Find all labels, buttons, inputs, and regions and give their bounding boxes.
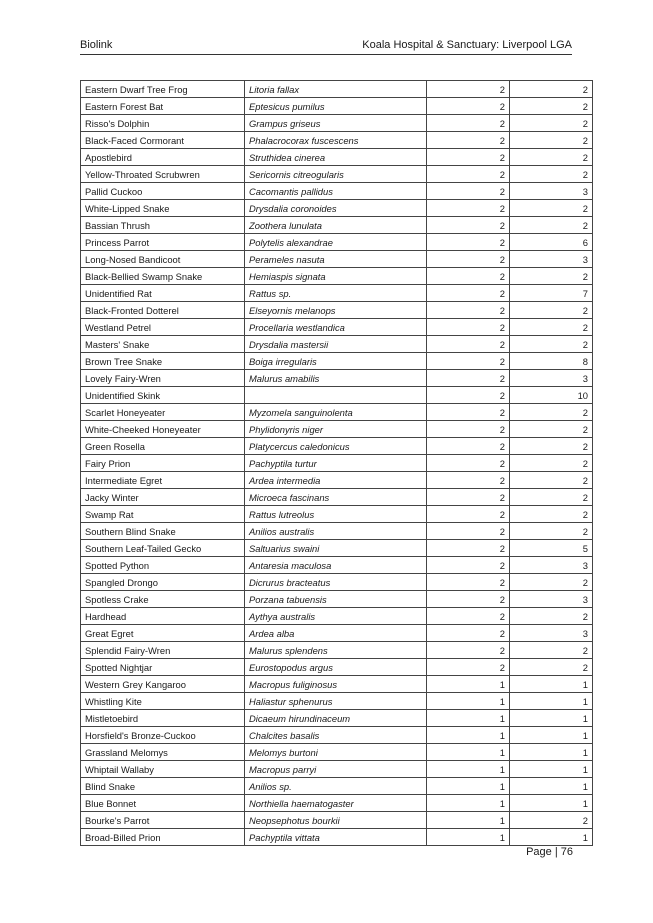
- count-cell: 2: [427, 302, 510, 319]
- table-row: [81, 268, 593, 285]
- total-cell: 7: [510, 285, 593, 302]
- count-cell: 2: [427, 149, 510, 166]
- table-row: [81, 319, 593, 336]
- table-row: [81, 115, 593, 132]
- count-cell: 2: [427, 166, 510, 183]
- scientific-name-cell: Boiga irregularis: [245, 353, 427, 370]
- table-row: [81, 285, 593, 302]
- count-cell: 2: [427, 540, 510, 557]
- count-cell: 2: [427, 523, 510, 540]
- total-cell: 2: [510, 523, 593, 540]
- total-cell: 2: [510, 132, 593, 149]
- total-cell: 2: [510, 506, 593, 523]
- count-cell: 2: [427, 574, 510, 591]
- table-row: [81, 693, 593, 710]
- table-row: [81, 625, 593, 642]
- common-name-cell: Yellow-Throated Scrubwren: [81, 166, 245, 183]
- table-row: [81, 404, 593, 421]
- scientific-name-cell: Microeca fascinans: [245, 489, 427, 506]
- scientific-name-cell: Dicrurus bracteatus: [245, 574, 427, 591]
- species-table-body: [81, 81, 593, 846]
- count-cell: 1: [427, 727, 510, 744]
- scientific-name-cell: Litoria fallax: [245, 81, 427, 98]
- table-row: [81, 540, 593, 557]
- scientific-name-cell: Pachyptila turtur: [245, 455, 427, 472]
- common-name-cell: Horsfield's Bronze-Cuckoo: [81, 727, 245, 744]
- total-cell: 1: [510, 829, 593, 846]
- scientific-name-cell: Malurus amabilis: [245, 370, 427, 387]
- count-cell: 2: [427, 132, 510, 149]
- count-cell: 2: [427, 370, 510, 387]
- count-cell: 2: [427, 421, 510, 438]
- count-cell: 2: [427, 251, 510, 268]
- common-name-cell: Blind Snake: [81, 778, 245, 795]
- total-cell: 10: [510, 387, 593, 404]
- scientific-name-cell: Aythya australis: [245, 608, 427, 625]
- count-cell: 2: [427, 217, 510, 234]
- total-cell: 3: [510, 251, 593, 268]
- table-row: [81, 761, 593, 778]
- total-cell: 1: [510, 761, 593, 778]
- count-cell: 2: [427, 268, 510, 285]
- count-cell: 2: [427, 591, 510, 608]
- common-name-cell: Mistletoebird: [81, 710, 245, 727]
- common-name-cell: Eastern Forest Bat: [81, 98, 245, 115]
- scientific-name-cell: Perameles nasuta: [245, 251, 427, 268]
- common-name-cell: Intermediate Egret: [81, 472, 245, 489]
- scientific-name-cell: Malurus splendens: [245, 642, 427, 659]
- common-name-cell: Westland Petrel: [81, 319, 245, 336]
- total-cell: 2: [510, 166, 593, 183]
- common-name-cell: Unidentified Skink: [81, 387, 245, 404]
- total-cell: 2: [510, 659, 593, 676]
- common-name-cell: Eastern Dwarf Tree Frog: [81, 81, 245, 98]
- table-row: [81, 778, 593, 795]
- common-name-cell: Swamp Rat: [81, 506, 245, 523]
- table-row: [81, 608, 593, 625]
- total-cell: 2: [510, 812, 593, 829]
- table-row: [81, 591, 593, 608]
- common-name-cell: Long-Nosed Bandicoot: [81, 251, 245, 268]
- table-row: [81, 149, 593, 166]
- count-cell: 1: [427, 744, 510, 761]
- total-cell: 5: [510, 540, 593, 557]
- scientific-name-cell: Dicaeum hirundinaceum: [245, 710, 427, 727]
- table-row: [81, 217, 593, 234]
- count-cell: 1: [427, 829, 510, 846]
- scientific-name-cell: Ardea alba: [245, 625, 427, 642]
- count-cell: 2: [427, 557, 510, 574]
- common-name-cell: Blue Bonnet: [81, 795, 245, 812]
- total-cell: 2: [510, 642, 593, 659]
- common-name-cell: Green Rosella: [81, 438, 245, 455]
- total-cell: 1: [510, 744, 593, 761]
- common-name-cell: Unidentified Rat: [81, 285, 245, 302]
- table-row: [81, 710, 593, 727]
- total-cell: 2: [510, 149, 593, 166]
- common-name-cell: Brown Tree Snake: [81, 353, 245, 370]
- table-row: [81, 132, 593, 149]
- common-name-cell: Grassland Melomys: [81, 744, 245, 761]
- common-name-cell: Scarlet Honeyeater: [81, 404, 245, 421]
- count-cell: 2: [427, 642, 510, 659]
- count-cell: 1: [427, 812, 510, 829]
- scientific-name-cell: Drysdalia coronoides: [245, 200, 427, 217]
- common-name-cell: Whiptail Wallaby: [81, 761, 245, 778]
- common-name-cell: Black-Fronted Dotterel: [81, 302, 245, 319]
- scientific-name-cell: Grampus griseus: [245, 115, 427, 132]
- count-cell: 1: [427, 778, 510, 795]
- total-cell: 1: [510, 727, 593, 744]
- common-name-cell: Pallid Cuckoo: [81, 183, 245, 200]
- common-name-cell: Lovely Fairy-Wren: [81, 370, 245, 387]
- species-table: [80, 80, 593, 846]
- scientific-name-cell: Eurostopodus argus: [245, 659, 427, 676]
- count-cell: 2: [427, 200, 510, 217]
- total-cell: 1: [510, 693, 593, 710]
- total-cell: 1: [510, 676, 593, 693]
- count-cell: 2: [427, 353, 510, 370]
- table-row: [81, 438, 593, 455]
- scientific-name-cell: Procellaria westlandica: [245, 319, 427, 336]
- total-cell: 8: [510, 353, 593, 370]
- table-row: [81, 642, 593, 659]
- count-cell: 2: [427, 608, 510, 625]
- header-org-name: Biolink: [80, 39, 113, 51]
- scientific-name-cell: Platycercus caledonicus: [245, 438, 427, 455]
- total-cell: 3: [510, 183, 593, 200]
- common-name-cell: Great Egret: [81, 625, 245, 642]
- table-row: [81, 336, 593, 353]
- common-name-cell: Spotted Python: [81, 557, 245, 574]
- total-cell: 2: [510, 608, 593, 625]
- common-name-cell: Risso's Dolphin: [81, 115, 245, 132]
- count-cell: 1: [427, 761, 510, 778]
- total-cell: 1: [510, 778, 593, 795]
- scientific-name-cell: Zoothera lunulata: [245, 217, 427, 234]
- table-row: [81, 472, 593, 489]
- table-row: [81, 200, 593, 217]
- common-name-cell: Spotless Crake: [81, 591, 245, 608]
- count-cell: 2: [427, 455, 510, 472]
- scientific-name-cell: Saltuarius swaini: [245, 540, 427, 557]
- table-row: [81, 744, 593, 761]
- table-row: [81, 523, 593, 540]
- count-cell: 2: [427, 404, 510, 421]
- common-name-cell: Apostlebird: [81, 149, 245, 166]
- scientific-name-cell: Anilios australis: [245, 523, 427, 540]
- common-name-cell: Bourke's Parrot: [81, 812, 245, 829]
- table-row: [81, 234, 593, 251]
- total-cell: 2: [510, 268, 593, 285]
- table-row: [81, 812, 593, 829]
- count-cell: 2: [427, 625, 510, 642]
- scientific-name-cell: Polytelis alexandrae: [245, 234, 427, 251]
- total-cell: 2: [510, 115, 593, 132]
- count-cell: 2: [427, 336, 510, 353]
- total-cell: 2: [510, 472, 593, 489]
- table-row: [81, 421, 593, 438]
- table-row: [81, 676, 593, 693]
- count-cell: 1: [427, 676, 510, 693]
- total-cell: 2: [510, 81, 593, 98]
- scientific-name-cell: Eptesicus pumilus: [245, 98, 427, 115]
- common-name-cell: Broad-Billed Prion: [81, 829, 245, 846]
- scientific-name-cell: Phylidonyris niger: [245, 421, 427, 438]
- page-header: [80, 38, 572, 55]
- count-cell: 2: [427, 234, 510, 251]
- common-name-cell: Black-Bellied Swamp Snake: [81, 268, 245, 285]
- table-row: [81, 302, 593, 319]
- table-row: [81, 387, 593, 404]
- total-cell: 2: [510, 217, 593, 234]
- scientific-name-cell: Ardea intermedia: [245, 472, 427, 489]
- scientific-name-cell: Northiella haematogaster: [245, 795, 427, 812]
- common-name-cell: Princess Parrot: [81, 234, 245, 251]
- scientific-name-cell: Cacomantis pallidus: [245, 183, 427, 200]
- scientific-name-cell: Anilios sp.: [245, 778, 427, 795]
- common-name-cell: Hardhead: [81, 608, 245, 625]
- common-name-cell: Jacky Winter: [81, 489, 245, 506]
- scientific-name-cell: Rattus lutreolus: [245, 506, 427, 523]
- count-cell: 2: [427, 438, 510, 455]
- total-cell: 3: [510, 625, 593, 642]
- scientific-name-cell: Rattus sp.: [245, 285, 427, 302]
- scientific-name-cell: Macropus fuliginosus: [245, 676, 427, 693]
- table-row: [81, 183, 593, 200]
- scientific-name-cell: Macropus parryi: [245, 761, 427, 778]
- total-cell: 1: [510, 710, 593, 727]
- total-cell: 3: [510, 370, 593, 387]
- table-row: [81, 727, 593, 744]
- table-row: [81, 98, 593, 115]
- common-name-cell: Splendid Fairy-Wren: [81, 642, 245, 659]
- table-row: [81, 455, 593, 472]
- scientific-name-cell: Antaresia maculosa: [245, 557, 427, 574]
- count-cell: 2: [427, 489, 510, 506]
- scientific-name-cell: Neopsephotus bourkii: [245, 812, 427, 829]
- total-cell: 2: [510, 404, 593, 421]
- total-cell: 2: [510, 319, 593, 336]
- total-cell: 2: [510, 336, 593, 353]
- scientific-name-cell: Sericornis citreogularis: [245, 166, 427, 183]
- count-cell: 2: [427, 98, 510, 115]
- common-name-cell: Whistling Kite: [81, 693, 245, 710]
- scientific-name-cell: Elseyornis melanops: [245, 302, 427, 319]
- count-cell: 2: [427, 319, 510, 336]
- common-name-cell: Southern Blind Snake: [81, 523, 245, 540]
- scientific-name-cell: [245, 387, 427, 404]
- table-row: [81, 370, 593, 387]
- total-cell: 6: [510, 234, 593, 251]
- count-cell: 1: [427, 693, 510, 710]
- scientific-name-cell: Hemiaspis signata: [245, 268, 427, 285]
- count-cell: 2: [427, 506, 510, 523]
- total-cell: 2: [510, 489, 593, 506]
- count-cell: 2: [427, 183, 510, 200]
- scientific-name-cell: Haliastur sphenurus: [245, 693, 427, 710]
- count-cell: 2: [427, 115, 510, 132]
- common-name-cell: Bassian Thrush: [81, 217, 245, 234]
- scientific-name-cell: Phalacrocorax fuscescens: [245, 132, 427, 149]
- table-row: [81, 81, 593, 98]
- page-number: Page | 76: [526, 846, 573, 858]
- common-name-cell: Western Grey Kangaroo: [81, 676, 245, 693]
- scientific-name-cell: Pachyptila vittata: [245, 829, 427, 846]
- total-cell: 2: [510, 421, 593, 438]
- table-row: [81, 489, 593, 506]
- table-row: [81, 574, 593, 591]
- table-row: [81, 353, 593, 370]
- count-cell: 2: [427, 472, 510, 489]
- total-cell: 3: [510, 557, 593, 574]
- common-name-cell: Spotted Nightjar: [81, 659, 245, 676]
- scientific-name-cell: Struthidea cinerea: [245, 149, 427, 166]
- table-row: [81, 557, 593, 574]
- table-row: [81, 795, 593, 812]
- count-cell: 2: [427, 387, 510, 404]
- common-name-cell: Fairy Prion: [81, 455, 245, 472]
- total-cell: 2: [510, 98, 593, 115]
- scientific-name-cell: Porzana tabuensis: [245, 591, 427, 608]
- table-row: [81, 251, 593, 268]
- total-cell: 2: [510, 302, 593, 319]
- header-report-title: Koala Hospital & Sanctuary: Liverpool LGA: [362, 39, 572, 51]
- common-name-cell: Masters' Snake: [81, 336, 245, 353]
- total-cell: 2: [510, 455, 593, 472]
- common-name-cell: White-Lipped Snake: [81, 200, 245, 217]
- total-cell: 2: [510, 438, 593, 455]
- common-name-cell: Black-Faced Cormorant: [81, 132, 245, 149]
- table-row: [81, 659, 593, 676]
- common-name-cell: Spangled Drongo: [81, 574, 245, 591]
- table-row: [81, 506, 593, 523]
- total-cell: 2: [510, 574, 593, 591]
- total-cell: 2: [510, 200, 593, 217]
- common-name-cell: Southern Leaf-Tailed Gecko: [81, 540, 245, 557]
- count-cell: 2: [427, 659, 510, 676]
- table-row: [81, 829, 593, 846]
- count-cell: 2: [427, 285, 510, 302]
- count-cell: 1: [427, 795, 510, 812]
- count-cell: 2: [427, 81, 510, 98]
- count-cell: 1: [427, 710, 510, 727]
- common-name-cell: White-Cheeked Honeyeater: [81, 421, 245, 438]
- scientific-name-cell: Chalcites basalis: [245, 727, 427, 744]
- scientific-name-cell: Myzomela sanguinolenta: [245, 404, 427, 421]
- total-cell: 1: [510, 795, 593, 812]
- scientific-name-cell: Drysdalia mastersii: [245, 336, 427, 353]
- table-row: [81, 166, 593, 183]
- total-cell: 3: [510, 591, 593, 608]
- scientific-name-cell: Melomys burtoni: [245, 744, 427, 761]
